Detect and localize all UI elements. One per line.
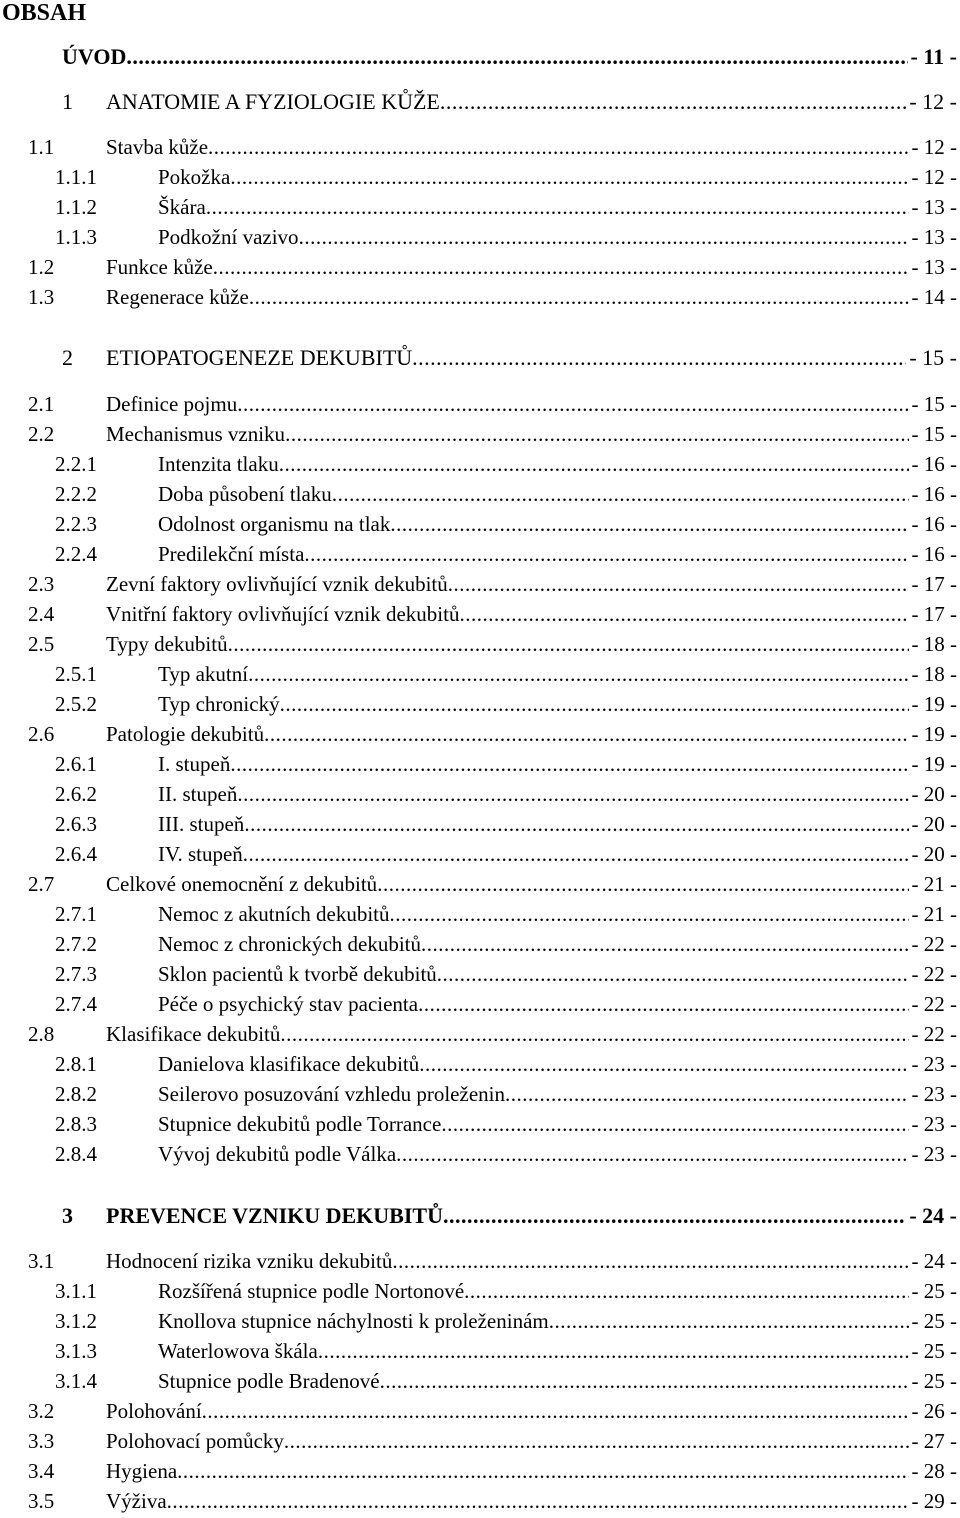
toc-entry-title: Polohování (106, 1399, 202, 1423)
toc-entry[interactable] (55, 989, 957, 1019)
toc-dot-leader (249, 282, 909, 312)
toc-entry-page: - 24 - (911, 1249, 957, 1273)
toc-entry[interactable] (55, 1049, 957, 1079)
toc-entry-page: - 14 - (911, 285, 957, 309)
toc-entry-title: Výživa (106, 1489, 167, 1513)
toc-entry-title: Danielova klasifikace dekubitů (158, 1052, 420, 1076)
toc-dot-leader (202, 1396, 909, 1426)
toc-entry[interactable] (28, 389, 957, 419)
toc-entry-page: - 15 - (909, 345, 957, 370)
toc-entry-page: - 23 - (911, 1142, 957, 1166)
toc-dot-leader (390, 509, 908, 539)
toc-entry-page: - 19 - (911, 722, 957, 746)
toc-dot-leader (412, 343, 906, 373)
toc-entry-page: - 23 - (911, 1082, 957, 1106)
toc-dot-leader (237, 389, 908, 419)
toc-entry[interactable] (62, 343, 957, 373)
toc-entry-title: Doba působení tlaku (158, 482, 332, 506)
toc-entry-page: - 15 - (911, 422, 957, 446)
toc-entry-number: 1.1 (28, 135, 55, 159)
toc-entry[interactable] (55, 1079, 957, 1109)
toc-entry[interactable] (55, 1276, 957, 1306)
toc-entry-title: Mechanismus vzniku (106, 422, 286, 446)
toc-entry-number: 3.1.3 (55, 1339, 97, 1363)
toc-entry-title: Stupnice dekubitů podle Torrance (158, 1112, 442, 1136)
toc-entry-title: Sklon pacientů k tvorbě dekubitů (158, 962, 437, 986)
toc-entry-title: ÚVOD (62, 44, 127, 69)
toc-entry[interactable] (55, 1366, 957, 1396)
toc-entry-title: Pokožka (158, 165, 231, 189)
toc-entry-title: Škára (158, 195, 206, 219)
toc-entry-number: 2.7 (28, 872, 55, 896)
toc-entry-number: 1.1.3 (55, 225, 97, 249)
toc-entry-title: Funkce kůže (106, 255, 213, 279)
toc-entry-number: 2.6.2 (55, 782, 97, 806)
toc-entry-page: - 13 - (911, 255, 957, 279)
toc-entry-page: - 28 - (911, 1459, 957, 1483)
toc-entry[interactable] (28, 132, 957, 162)
toc-entry-title: Typ akutní (158, 662, 249, 686)
toc-entry-title: Zevní faktory ovlivňující vznik dekubitů (106, 572, 448, 596)
toc-entry[interactable] (55, 192, 957, 222)
toc-dot-leader (318, 1336, 909, 1366)
toc-dot-leader (437, 959, 909, 989)
toc-entry-number: 3.1.4 (55, 1369, 97, 1393)
toc-entry-page: - 20 - (911, 842, 957, 866)
toc-entry-number: 2.5.2 (55, 692, 97, 716)
toc-entry[interactable] (28, 1246, 957, 1276)
toc-entry-page: - 15 - (911, 392, 957, 416)
toc-entry-number: 2.7.1 (55, 902, 97, 926)
toc-entry-title: Vnitřní faktory ovlivňující vznik dekubitů (106, 602, 460, 626)
toc-entry-page: - 26 - (911, 1399, 957, 1423)
toc-dot-leader (459, 599, 908, 629)
toc-dot-leader (243, 839, 909, 869)
toc-entry[interactable] (28, 1396, 957, 1426)
toc-entry[interactable] (62, 87, 957, 117)
toc-dot-leader (390, 899, 909, 929)
toc-entry[interactable] (28, 569, 957, 599)
toc-dot-leader (304, 539, 908, 569)
toc-entry-title: Typ chronický (158, 692, 280, 716)
toc-entry[interactable] (55, 959, 957, 989)
toc-entry[interactable] (28, 252, 957, 282)
toc-entry-number: 2.6.4 (55, 842, 97, 866)
toc-entry-title: ANATOMIE A FYZIOLOGIE KŮŽE (106, 89, 440, 114)
toc-entry-number: 3 (62, 1203, 73, 1228)
toc-dot-leader (377, 869, 908, 899)
toc-entry[interactable] (55, 539, 957, 569)
toc-entry-page: - 25 - (911, 1369, 957, 1393)
toc-entry-title: Typy dekubitů (106, 632, 228, 656)
toc-entry-title: Podkožní vazivo (158, 225, 299, 249)
toc-entry-title: Polohovací pomůcky (106, 1429, 284, 1453)
toc-entry[interactable] (28, 1486, 957, 1516)
toc-dot-leader (280, 689, 909, 719)
toc-dot-leader (441, 1109, 908, 1139)
toc-entry[interactable] (55, 809, 957, 839)
toc-entry-page: - 23 - (911, 1112, 957, 1136)
toc-entry-title: Odolnost organismu na tlak (158, 512, 391, 536)
toc-entry-title: Waterlowova škála (158, 1339, 318, 1363)
toc-entry-number: 2.8.4 (55, 1142, 97, 1166)
toc-dot-leader (332, 479, 909, 509)
toc-dot-leader (418, 989, 908, 1019)
toc-dot-leader (279, 449, 909, 479)
toc-entry[interactable] (28, 1019, 957, 1049)
toc-dot-leader (299, 222, 909, 252)
toc-entry-page: - 22 - (911, 932, 957, 956)
toc-entry-title: ETIOPATOGENEZE DEKUBITŮ (106, 345, 413, 370)
toc-entry-number: 2.5 (28, 632, 55, 656)
toc-entry-number: 2.2 (28, 422, 55, 446)
toc-entry-number: 2.7.2 (55, 932, 97, 956)
toc-entry-number: 1.3 (28, 285, 55, 309)
toc-dot-leader (230, 749, 908, 779)
toc-entry-page: - 17 - (911, 572, 957, 596)
toc-entry[interactable] (55, 1139, 957, 1169)
toc-entry[interactable] (55, 509, 957, 539)
toc-dot-leader (396, 1139, 908, 1169)
toc-entry[interactable] (55, 162, 957, 192)
toc-entry-page: - 19 - (911, 692, 957, 716)
toc-dot-leader (230, 162, 908, 192)
toc-entry-number: 1.2 (28, 255, 55, 279)
toc-entry-number: 3.2 (28, 1399, 55, 1423)
toc-entry[interactable] (55, 749, 957, 779)
toc-entry-number: 2.7.4 (55, 992, 97, 1016)
toc-entry-page: - 18 - (911, 662, 957, 686)
toc-entry-page: - 29 - (911, 1489, 957, 1513)
toc-dot-leader (126, 42, 907, 72)
toc-entry-number: 3.3 (28, 1429, 55, 1453)
toc-entry-title: Nemoc z chronických dekubitů (158, 932, 421, 956)
toc-entry-page: - 12 - (911, 165, 957, 189)
toc-dot-leader (167, 1486, 909, 1516)
toc-dot-leader (380, 1366, 909, 1396)
toc-entry-number: 1.1.2 (55, 195, 97, 219)
toc-entry-page: - 12 - (911, 135, 957, 159)
toc-entry-title: Celkové onemocnění z dekubitů (106, 872, 378, 896)
toc-entry-title: Stavba kůže (106, 135, 209, 159)
toc-entry-number: 3.1 (28, 1249, 55, 1273)
toc-dot-leader (228, 629, 909, 659)
toc-entry-number: 1.1.1 (55, 165, 97, 189)
toc-dot-leader (206, 192, 909, 222)
toc-entry-page: - 22 - (911, 1022, 957, 1046)
toc-dot-leader (284, 1426, 909, 1456)
toc-dot-leader (440, 87, 906, 117)
toc-entry[interactable] (55, 222, 957, 252)
toc-entry-page: - 13 - (911, 195, 957, 219)
toc-entry-page: - 17 - (911, 602, 957, 626)
toc-entry[interactable] (28, 869, 957, 899)
toc-dot-leader (237, 779, 908, 809)
toc-entry-page: - 18 - (911, 632, 957, 656)
toc-entry-title: Predilekční místa (158, 542, 305, 566)
toc-dot-leader (244, 809, 908, 839)
toc-dot-leader (208, 132, 908, 162)
toc-entry[interactable] (55, 449, 957, 479)
toc-entry-number: 2.3 (28, 572, 55, 596)
toc-entry-number: 2.2.2 (55, 482, 97, 506)
toc-entry[interactable] (28, 1456, 957, 1486)
toc-dot-leader (419, 1049, 908, 1079)
toc-entry-page: - 22 - (911, 962, 957, 986)
toc-entry[interactable] (55, 1336, 957, 1366)
toc-entry[interactable] (55, 839, 957, 869)
toc-dot-leader (505, 1079, 909, 1109)
toc-entry-title: PREVENCE VZNIKU DEKUBITŮ (106, 1203, 443, 1228)
toc-entry[interactable] (62, 1201, 957, 1231)
toc-entry[interactable] (55, 689, 957, 719)
toc-entry-title: III. stupeň (158, 812, 245, 836)
toc-entry-title: IV. stupeň (158, 842, 243, 866)
toc-entry-page: - 16 - (911, 542, 957, 566)
toc-entry[interactable] (55, 659, 957, 689)
toc-entry-number: 2.6.1 (55, 752, 97, 776)
toc-entry-title: Knollova stupnice náchylnosti k proleženinám (158, 1309, 549, 1333)
toc-entry-title: Stupnice podle Bradenové (158, 1369, 380, 1393)
toc-dot-leader (264, 719, 908, 749)
toc-entry-title: II. stupeň (158, 782, 238, 806)
toc-entry-number: 2.4 (28, 602, 55, 626)
toc-entry-number: 2.2.3 (55, 512, 97, 536)
toc-entry[interactable] (55, 779, 957, 809)
toc-entry[interactable] (28, 719, 957, 749)
toc-dot-leader (280, 1019, 908, 1049)
toc-entry-title: Hygiena (106, 1459, 178, 1483)
toc-entry-number: 2.6.3 (55, 812, 97, 836)
toc-entry[interactable] (28, 1426, 957, 1456)
toc-entry-number: 2.8.2 (55, 1082, 97, 1106)
toc-entry[interactable] (55, 1306, 957, 1336)
toc-entry-title: Hodnocení rizika vzniku dekubitů (106, 1249, 393, 1273)
toc-dot-leader (285, 419, 908, 449)
toc-entry-number: 2.8.1 (55, 1052, 97, 1076)
toc-entry-page: - 19 - (911, 752, 957, 776)
toc-entry[interactable] (55, 899, 957, 929)
toc-entry-title: Klasifikace dekubitů (106, 1022, 281, 1046)
toc-dot-leader (443, 1201, 906, 1231)
toc-entry-title: Nemoc z akutních dekubitů (158, 902, 390, 926)
toc-entry-number: 2.8 (28, 1022, 55, 1046)
toc-entry-number: 2 (62, 345, 73, 370)
toc-entry[interactable] (55, 1109, 957, 1139)
toc-entry-number: 3.4 (28, 1459, 55, 1483)
toc-entry[interactable] (62, 42, 957, 72)
toc-dot-leader (448, 569, 909, 599)
toc-entry-title: Intenzita tlaku (158, 452, 279, 476)
toc-dot-leader (421, 929, 909, 959)
toc-entry-number: 2.8.3 (55, 1112, 97, 1136)
toc-entry-title: Regenerace kůže (106, 285, 249, 309)
toc-entry-page: - 13 - (911, 225, 957, 249)
toc-entry-page: - 23 - (911, 1052, 957, 1076)
toc-entry-number: 2.5.1 (55, 662, 97, 686)
toc-entry-page: - 16 - (911, 482, 957, 506)
toc-entry-page: - 12 - (909, 89, 957, 114)
toc-entry-page: - 16 - (911, 452, 957, 476)
toc-entry-page: - 22 - (911, 992, 957, 1016)
toc-entry-number: 2.1 (28, 392, 55, 416)
toc-entry[interactable] (55, 479, 957, 509)
toc-entry-title: Definice pojmu (106, 392, 238, 416)
toc-entry[interactable] (55, 929, 957, 959)
toc-entry-title: Patologie dekubitů (106, 722, 265, 746)
toc-entry-page: - 16 - (911, 512, 957, 536)
toc-entry-number: 3.1.2 (55, 1309, 97, 1333)
toc-entry[interactable] (28, 599, 957, 629)
toc-entry-number: 2.6 (28, 722, 55, 746)
toc-entry-page: - 25 - (911, 1309, 957, 1333)
toc-entry-number: 2.2.4 (55, 542, 97, 566)
toc-entry-title: Rozšířená stupnice podle Nortonové (158, 1279, 465, 1303)
toc-entry-title: Vývoj dekubitů podle Válka (158, 1142, 397, 1166)
toc-entry[interactable] (28, 282, 957, 312)
toc-dot-leader (464, 1276, 908, 1306)
toc-entry-page: - 11 - (910, 44, 957, 69)
toc-entry-number: 1 (62, 89, 73, 114)
toc-entry-title: Péče o psychický stav pacienta (158, 992, 419, 1016)
toc-entry-title: I. stupeň (158, 752, 231, 776)
toc-dot-leader (549, 1306, 909, 1336)
page-title: OBSAH (2, 0, 87, 26)
toc-entry-number: 2.2.1 (55, 452, 97, 476)
toc-dot-leader (392, 1246, 908, 1276)
toc-entry-page: - 24 - (909, 1203, 957, 1228)
toc-entry[interactable] (28, 629, 957, 659)
toc-entry-page: - 20 - (911, 782, 957, 806)
toc-entry[interactable] (28, 419, 957, 449)
toc-entry-page: - 25 - (911, 1339, 957, 1363)
toc-dot-leader (177, 1456, 908, 1486)
toc-entry-number: 3.1.1 (55, 1279, 97, 1303)
toc-entry-title: Seilerovo posuzování vzhledu proleženin (158, 1082, 505, 1106)
toc-entry-page: - 21 - (911, 872, 957, 896)
toc-entry-page: - 20 - (911, 812, 957, 836)
toc-entry-page: - 27 - (911, 1429, 957, 1453)
toc-entry-number: 3.5 (28, 1489, 55, 1513)
toc-dot-leader (213, 252, 909, 282)
toc-dot-leader (248, 659, 908, 689)
toc-entry-page: - 25 - (911, 1279, 957, 1303)
toc-entry-number: 2.7.3 (55, 962, 97, 986)
toc-entry-page: - 21 - (911, 902, 957, 926)
